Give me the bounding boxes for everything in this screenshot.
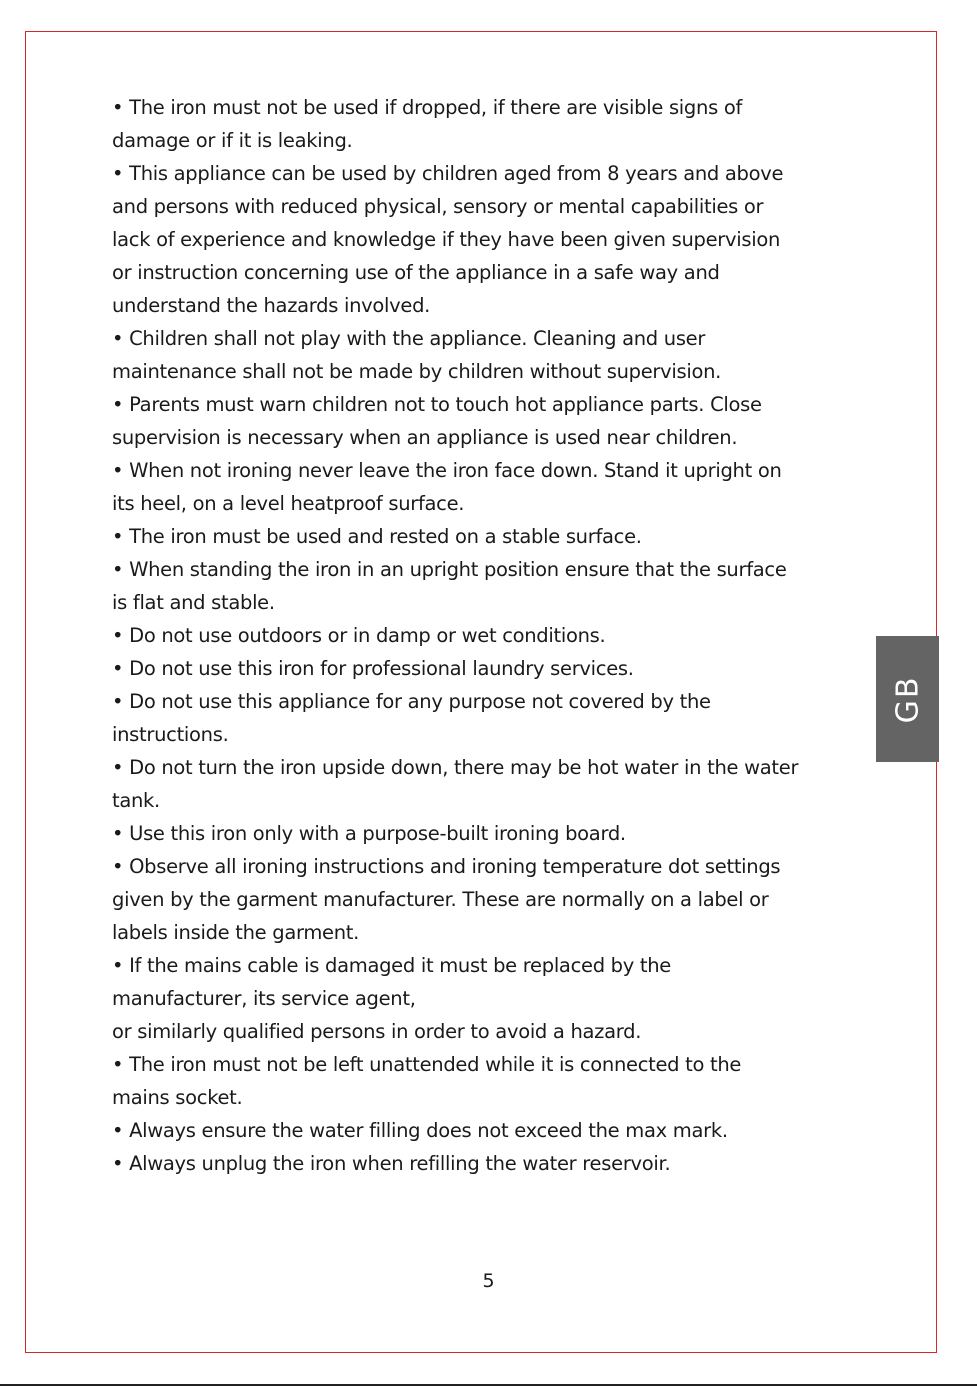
- language-section-tab: [876, 636, 939, 762]
- page-number: 5: [482, 1270, 495, 1292]
- text-line: • Do not turn the iron upside down, there may be hot water in the water: [112, 756, 799, 779]
- text-line: its heel, on a level heatproof surface.: [112, 492, 465, 515]
- text-line: • Use this iron only with a purpose-built ironing board.: [112, 822, 626, 845]
- text-line: lack of experience and knowledge if they have been given supervision: [112, 228, 781, 251]
- text-line: is flat and stable.: [112, 591, 275, 614]
- text-line: understand the hazards involved.: [112, 294, 431, 317]
- text-line: • Do not use outdoors or in damp or wet conditions.: [112, 624, 606, 647]
- text-line: • When not ironing never leave the iron face down. Stand it upright on: [112, 459, 782, 482]
- bottom-rule: [0, 1384, 977, 1386]
- text-line: supervision is necessary when an appliance is used near children.: [112, 426, 738, 449]
- text-line: • The iron must not be left unattended while it is connected to the: [112, 1053, 742, 1076]
- text-line: • If the mains cable is damaged it must be replaced by the: [112, 954, 671, 977]
- text-line: labels inside the garment.: [112, 921, 360, 944]
- text-line: damage or if it is leaking.: [112, 129, 353, 152]
- text-line: • Always ensure the water filling does not exceed the max mark.: [112, 1119, 728, 1142]
- text-line: manufacturer, its service agent,: [112, 987, 416, 1010]
- text-line: • The iron must be used and rested on a stable surface.: [112, 525, 642, 548]
- text-line: and persons with reduced physical, sensory or mental capabilities or: [112, 195, 764, 218]
- text-line: • Observe all ironing instructions and ironing temperature dot settings: [112, 855, 781, 878]
- language-code-label: GB: [889, 675, 925, 723]
- text-line: • Do not use this appliance for any purpose not covered by the: [112, 690, 711, 713]
- safety-instructions-text: [112, 91, 860, 1180]
- text-line: • Always unplug the iron when refilling the water reservoir.: [112, 1152, 671, 1175]
- text-line: or instruction concerning use of the appliance in a safe way and: [112, 261, 720, 284]
- text-line: • Do not use this iron for professional laundry services.: [112, 657, 634, 680]
- text-line: instructions.: [112, 723, 229, 746]
- text-line: • Children shall not play with the appliance. Cleaning and user: [112, 327, 706, 350]
- text-line: given by the garment manufacturer. These are normally on a label or: [112, 888, 769, 911]
- text-line: tank.: [112, 789, 160, 812]
- text-line: • Parents must warn children not to touch hot appliance parts. Close: [112, 393, 762, 416]
- text-line: • When standing the iron in an upright position ensure that the surface: [112, 558, 787, 581]
- text-line: maintenance shall not be made by children without supervision.: [112, 360, 722, 383]
- text-line: mains socket.: [112, 1086, 243, 1109]
- text-line: • The iron must not be used if dropped, if there are visible signs of: [112, 96, 743, 119]
- text-line: or similarly qualified persons in order to avoid a hazard.: [112, 1020, 642, 1043]
- text-line: • This appliance can be used by children aged from 8 years and above: [112, 162, 784, 185]
